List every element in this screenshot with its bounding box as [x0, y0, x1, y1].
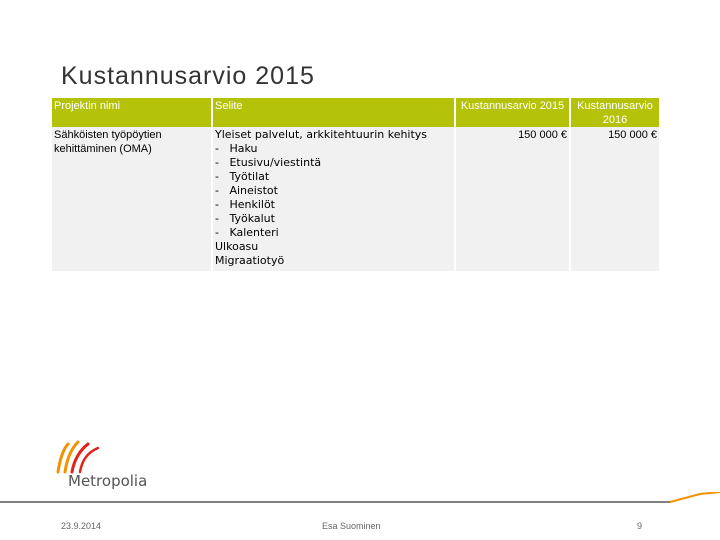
- metropolia-logo-mark-icon: [52, 436, 112, 476]
- cell-cost-2015: 150 000 €: [455, 127, 570, 271]
- table-header-row: [52, 98, 659, 127]
- description-line: Migraatiotyö: [215, 254, 285, 267]
- footer-divider: [0, 492, 720, 506]
- logo-wordmark: Metropolia: [68, 472, 148, 490]
- header-cost-2016: Kustannusarvio 2016: [570, 98, 659, 127]
- header-project-name: Projektin nimi: [52, 98, 212, 127]
- description-line: - Etusivu/viestintä: [215, 156, 322, 169]
- footer-date: 23.9.2014: [61, 521, 102, 531]
- slide-title: Kustannusarvio 2015: [61, 62, 315, 90]
- description-line: Ulkoasu: [215, 240, 259, 253]
- footer-page-number: 9: [637, 521, 643, 531]
- description-line: - Haku: [215, 142, 258, 155]
- description-line: - Työkalut: [215, 212, 275, 225]
- cell-project-name: Sähköisten työpöytien kehittäminen (OMA): [52, 127, 212, 271]
- cell-cost-2016: 150 000 €: [570, 127, 659, 271]
- cell-description: [212, 127, 455, 271]
- description-line: Yleiset palvelut, arkkitehtuurin kehitys: [215, 128, 428, 141]
- metropolia-logo: [52, 436, 162, 492]
- header-cost-2015: Kustannusarvio 2015: [455, 98, 570, 127]
- description-line: - Henkilöt: [215, 198, 275, 211]
- description-line: - Kalenteri: [215, 226, 279, 239]
- footer-author: Esa Suominen: [322, 521, 381, 531]
- table-row: [52, 127, 659, 271]
- description-line: - Työtilat: [215, 170, 270, 183]
- budget-table: [52, 98, 659, 271]
- header-description: Selite: [212, 98, 455, 127]
- description-line: - Aineistot: [215, 184, 278, 197]
